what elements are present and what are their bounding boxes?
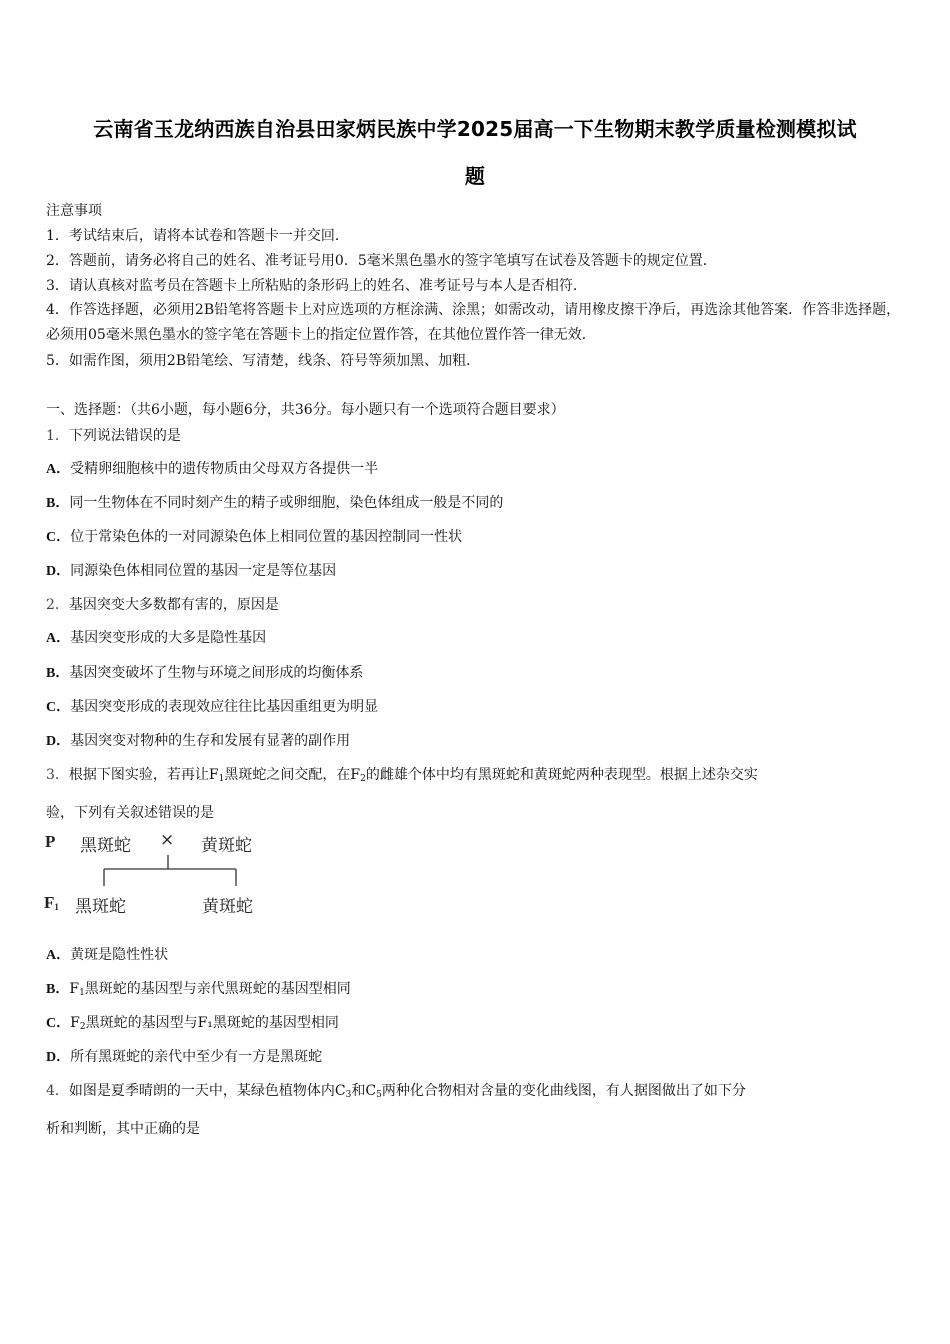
question-stem: 基因突变大多数都有害的，原因是	[68, 597, 279, 613]
option-letter: C．	[46, 700, 71, 715]
option-letter: D．	[46, 1050, 71, 1065]
option-text: F	[69, 981, 80, 997]
question-stem-part: 根据下图实验，若再让F	[68, 767, 219, 783]
subscript: 1	[54, 902, 59, 912]
question-stem-part: 如图是夏季晴朗的一天中，某绿色植物体内C	[68, 1083, 346, 1099]
question-1	[46, 426, 906, 446]
generation-p-label: P	[45, 832, 56, 851]
q2-option-c	[46, 697, 906, 718]
q2-option-b	[46, 663, 906, 684]
notice-item-3: 3．请认真核对监考员在答题卡上所粘贴的条形码上的姓名、准考证号与本人是否相符．	[46, 278, 587, 294]
option-text: 黑斑蛇的基因型与亲代黑斑蛇的基因型相同	[84, 981, 351, 997]
notice-item-5: 5．如需作图，须用2B铅笔绘、写清楚，线条、符号等须加黑、加粗．	[46, 353, 481, 369]
option-letter: D．	[46, 734, 71, 749]
option-text: 基因突变形成的表现效应往往比基因重组更为明显	[70, 699, 379, 715]
question-number: 3．	[46, 767, 69, 783]
cross-symbol: ×	[160, 830, 175, 850]
q1-option-d	[46, 561, 906, 582]
option-text: 位于常染色体的一对同源染色体上相同位置的基因控制同一性状	[70, 529, 463, 545]
option-letter: A．	[46, 462, 71, 477]
option-text: 同源染色体相同位置的基因一定是等位基因	[70, 563, 337, 579]
notice-heading: 注意事项	[46, 203, 102, 219]
option-text: 基因突变破坏了生物与环境之间形成的均衡体系	[69, 665, 364, 681]
option-text: F	[70, 1015, 80, 1031]
question-stem-part: 和C	[351, 1083, 377, 1099]
option-letter: B．	[46, 496, 70, 511]
cross-diagram	[44, 828, 284, 923]
q3-option-d	[46, 1047, 906, 1068]
q3-option-c	[46, 1013, 906, 1034]
question-number: 2．	[46, 597, 69, 613]
question-3-line2: 验，下列有关叙述错误的是	[46, 805, 214, 821]
subscript: 1	[218, 774, 225, 784]
question-number: 1．	[46, 428, 69, 444]
exam-title-line2: 题	[464, 164, 486, 188]
option-letter: A．	[46, 948, 71, 963]
subscript: 2	[79, 1022, 86, 1032]
offspring-black-spot: 黑斑蛇	[75, 897, 126, 917]
option-letter: C．	[46, 530, 71, 545]
question-4-line2: 析和判断，其中正确的是	[46, 1121, 200, 1137]
q1-option-c	[46, 527, 906, 548]
option-letter: D．	[46, 564, 71, 579]
option-text: 黑斑蛇的基因型与F₁黑斑蛇的基因型相同	[85, 1015, 339, 1031]
exam-title-line1: 云南省玉龙纳西族自治县田家炳民族中学2025届高一下生物期末教学质量检测模拟试	[93, 117, 857, 141]
subscript: 2	[360, 774, 366, 784]
question-3	[46, 765, 906, 785]
notice-item-2: 2．答题前，请务必将自己的姓名、准考证号用0．5毫米黑色墨水的签字笔填写在试卷及答题卡的规定位置．	[46, 253, 717, 269]
option-letter: C．	[46, 1016, 71, 1031]
generation-f1-label	[44, 893, 59, 913]
question-stem-part: 黑斑蛇之间交配，在F	[224, 767, 361, 783]
question-stem-part: 两种化合物相对含量的变化曲线图，有人据图做出了如下分	[381, 1083, 746, 1099]
offspring-yellow-spot: 黄斑蛇	[202, 897, 253, 917]
q2-option-d	[46, 731, 906, 752]
notice-item-1: 1．考试结束后，请将本试卷和答题卡一并交回．	[46, 228, 349, 244]
question-2	[46, 595, 906, 615]
section-heading: 一、选择题：（共6小题，每小题6分，共36分。每小题只有一个选项符合题目要求）	[46, 402, 565, 418]
question-stem-part: 的雌雄个体中均有黑斑蛇和黄斑蛇两种表现型。根据上述杂交实	[365, 767, 758, 783]
option-text: 所有黑斑蛇的亲代中至少有一方是黑斑蛇	[70, 1049, 323, 1065]
q3-option-a	[46, 945, 906, 966]
parent-yellow-spot: 黄斑蛇	[201, 836, 252, 856]
q1-option-a	[46, 459, 906, 480]
option-letter: B．	[46, 666, 70, 681]
option-text: 同一生物体在不同时刻产生的精子或卵细胞，染色体组成一般是不同的	[69, 495, 504, 511]
q3-option-b	[46, 979, 906, 1000]
option-letter: B．	[46, 982, 70, 997]
option-text: 基因突变对物种的生存和发展有显著的副作用	[70, 733, 351, 749]
option-letter: A．	[46, 631, 71, 646]
option-text: 基因突变形成的大多是隐性基因	[70, 630, 267, 646]
option-text: 受精卵细胞核中的遗传物质由父母双方各提供一半	[70, 461, 379, 477]
option-text: 黄斑是隐性性状	[70, 947, 169, 963]
subscript: 1	[79, 988, 85, 998]
parent-black-spot: 黑斑蛇	[80, 836, 131, 856]
f1-letter: F	[44, 893, 55, 912]
subscript: 3	[345, 1090, 352, 1100]
question-number: 4．	[46, 1083, 69, 1099]
q1-option-b	[46, 493, 906, 514]
question-4	[46, 1081, 906, 1101]
notice-item-4: 4．作答选择题，必须用2B铅笔将答题卡上对应选项的方框涂满、涂黑；如需改动，请用橡皮擦干净后，再选涂其他答案．作答非选择题，必须用05毫米黑色墨水的签字笔在答题卡上的指定位置作答，在其他位置作答一律无效．	[46, 302, 901, 343]
subscript: 5	[376, 1090, 382, 1100]
q2-option-a	[46, 628, 906, 649]
question-stem: 下列说法错误的是	[68, 428, 181, 444]
